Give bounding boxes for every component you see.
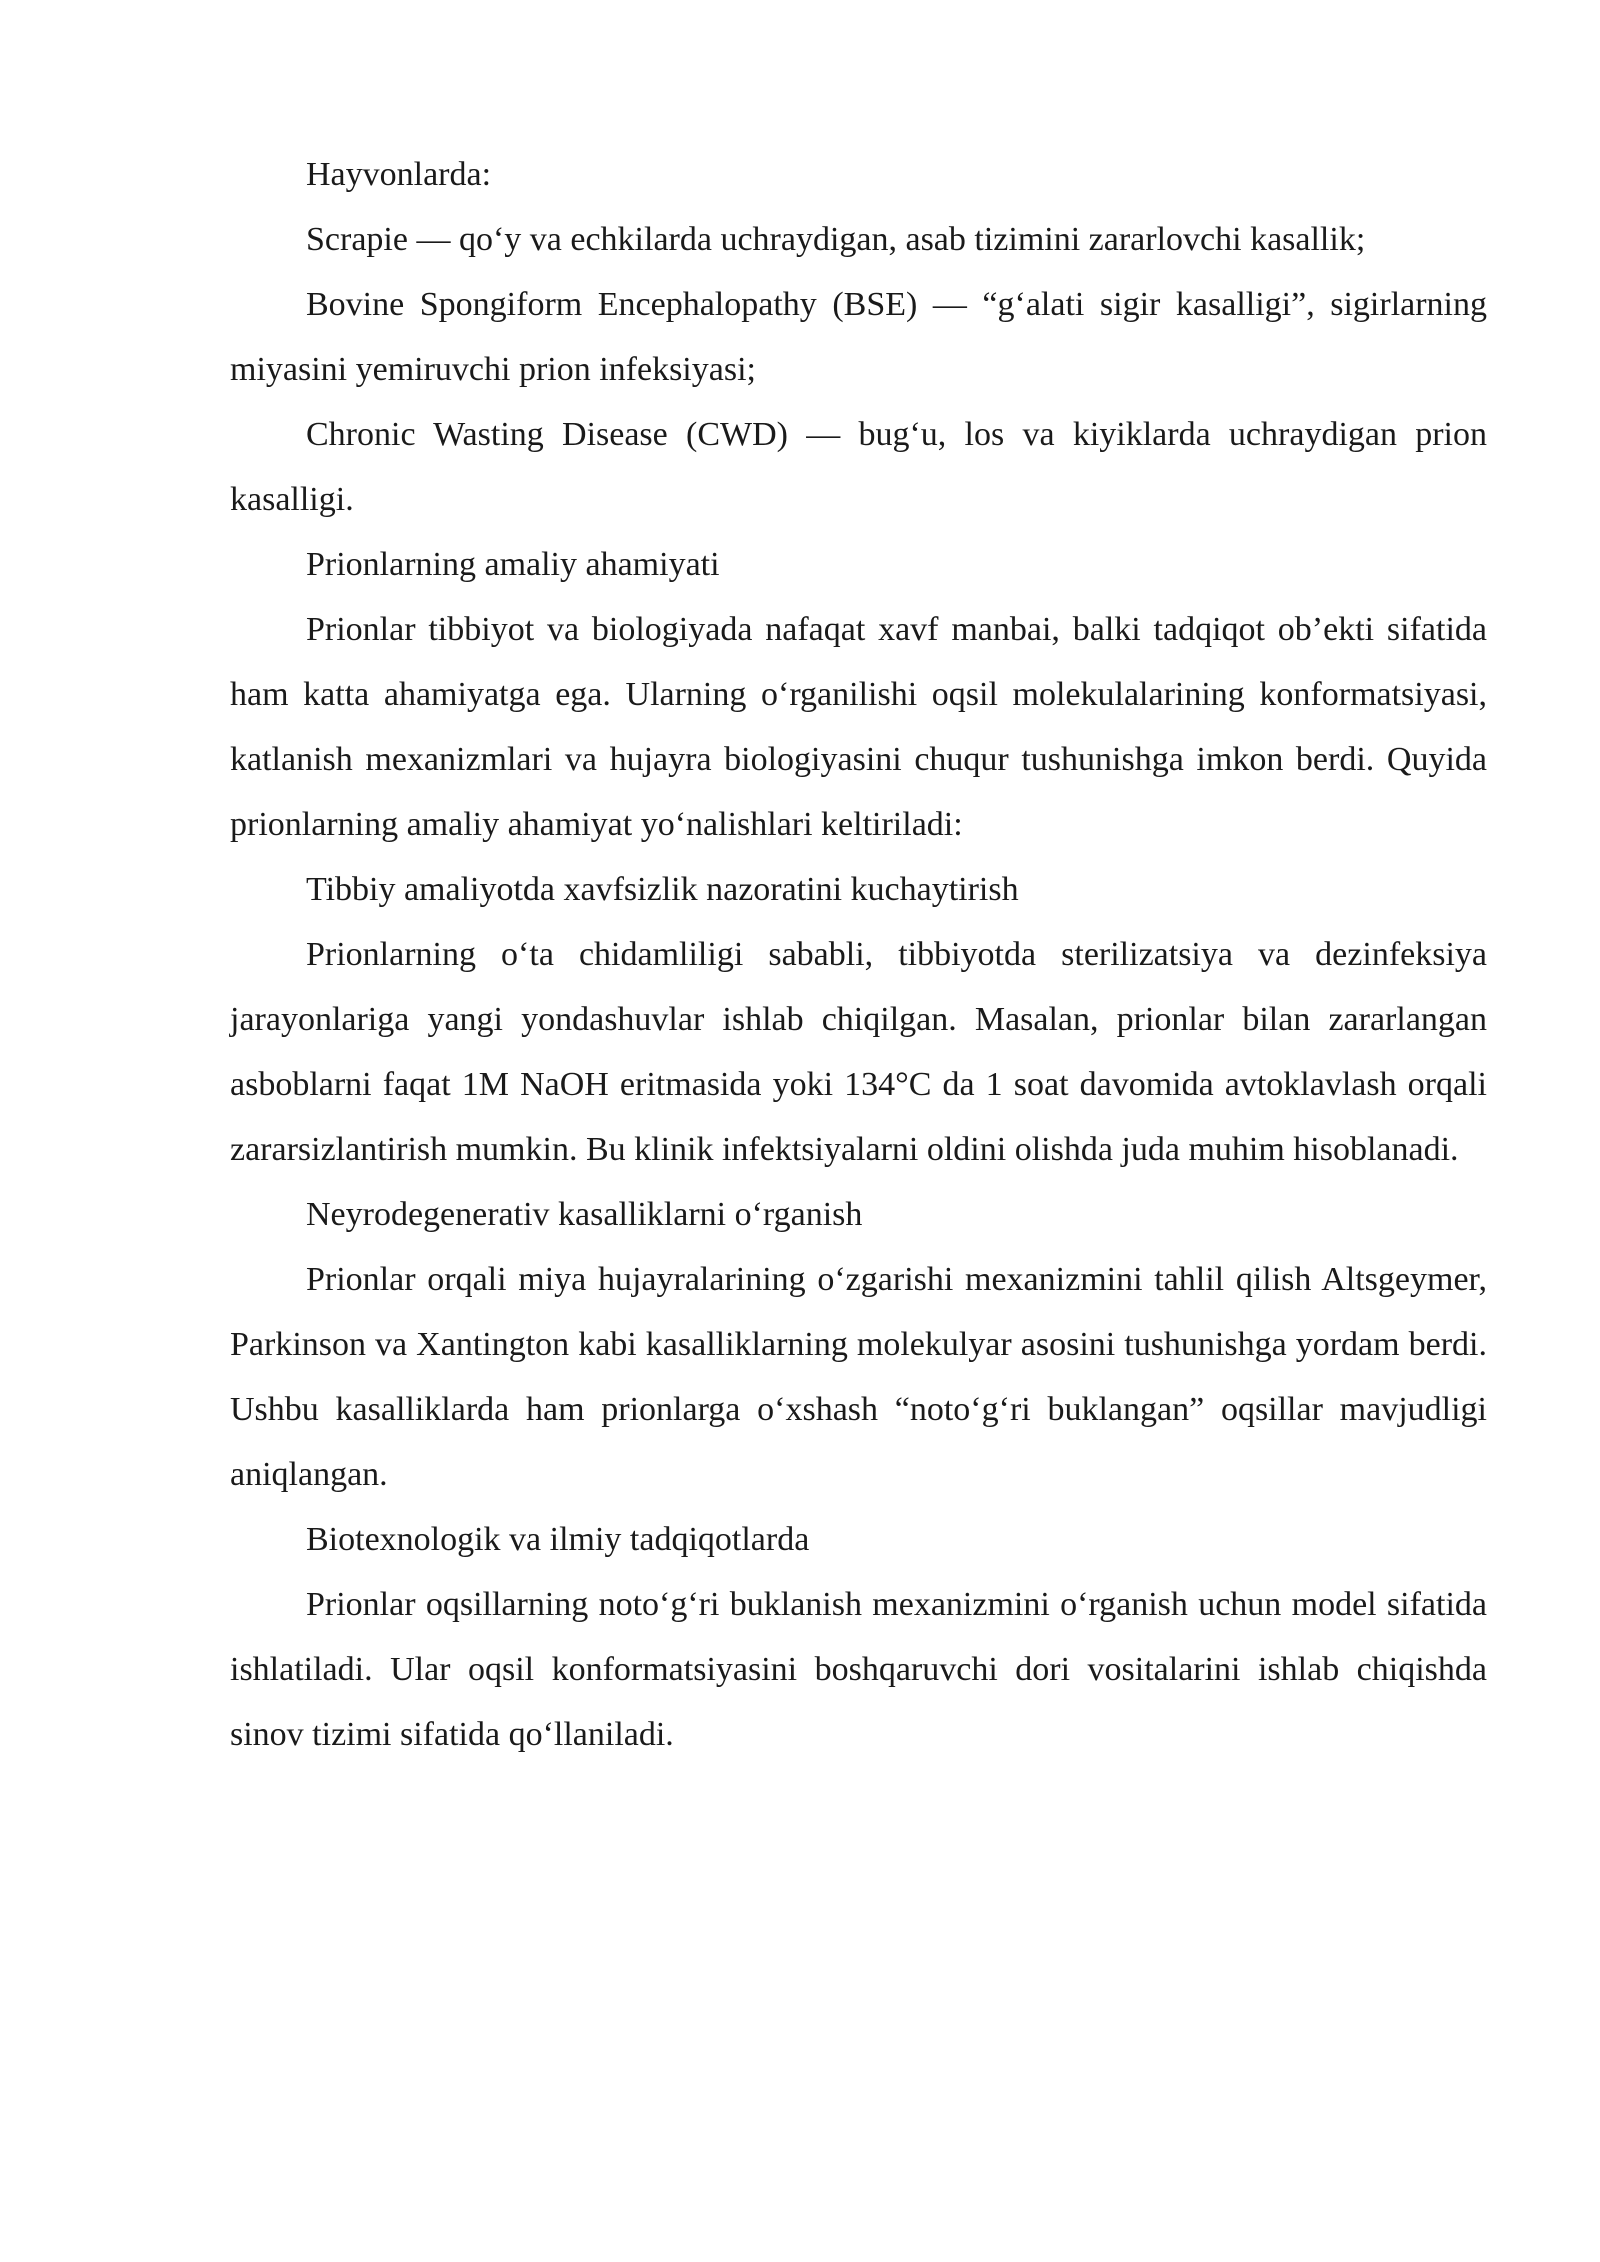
paragraph-scrapie: Scrapie — qo‘y va echkilarda uchraydigan, asab tizimini zararlovchi kasallik;: [306, 221, 1366, 258]
section-heading-biotech: Biotexnologik va ilmiy tadqiqotlarda: [306, 1521, 810, 1558]
paragraph-neurodegenerative: Prionlar orqali miya hujayralarining o‘zgarishi mexanizmini tahlil qilish Altsgeymer, Parkinson va Xantington kabi kasalliklarning molekulyar asosini tushunishga yordam berdi. Ushbu kasalliklarda ham prionlarga o‘xshash “noto‘g‘ri buklangan” oqsillar mavjudligi aniqlangan.: [230, 1261, 1487, 1493]
document-body: [230, 142, 1487, 1767]
section-heading-medical-safety: Tibbiy amaliyotda xavfsizlik nazoratini kuchaytirish: [306, 871, 1019, 908]
paragraph-medical-safety: Prionlarning o‘ta chidamliligi sababli, tibbiyotda sterilizatsiya va dezinfeksiya jarayonlariga yangi yondashuvlar ishlab chiqilgan. Masalan, prionlar bilan zararlangan asboblarni faqat 1M NaOH eritmasida yoki 134°C da 1 soat davomida avtoklavlash orqali zararsizlantirish mumkin. Bu klinik infektsiyalarni oldini olishda juda muhim hisoblanadi.: [230, 936, 1487, 1168]
section-heading-animals: Hayvonlarda:: [306, 156, 492, 193]
paragraph-bse: Bovine Spongiform Encephalopathy (BSE) — “g‘alati sigir kasalligi”, sigirlarning miyasini yemiruvchi prion infeksiyasi;: [230, 286, 1487, 388]
section-heading-practical-significance: Prionlarning amaliy ahamiyati: [306, 546, 720, 583]
section-heading-neurodegenerative: Neyrodegenerativ kasalliklarni o‘rganish: [306, 1196, 863, 1233]
paragraph-biotech: Prionlar oqsillarning noto‘g‘ri buklanish mexanizmini o‘rganish uchun model sifatida ishlatiladi. Ular oqsil konformatsiyasini boshqaruvchi dori vositalarini ishlab chiqishda sinov tizimi sifatida qo‘llaniladi.: [230, 1586, 1487, 1753]
paragraph-cwd: Chronic Wasting Disease (CWD) — bug‘u, los va kiyiklarda uchraydigan prion kasalligi.: [230, 416, 1487, 518]
paragraph-practical-significance: Prionlar tibbiyot va biologiyada nafaqat xavf manbai, balki tadqiqot ob’ekti sifatida ham katta ahamiyatga ega. Ularning o‘rganilishi oqsil molekulalarining konformatsiyasi, katlanish mexanizmlari va hujayra biologiyasini chuqur tushunishga imkon berdi. Quyida prionlarning amaliy ahamiyat yo‘nalishlari keltiriladi:: [230, 611, 1487, 843]
